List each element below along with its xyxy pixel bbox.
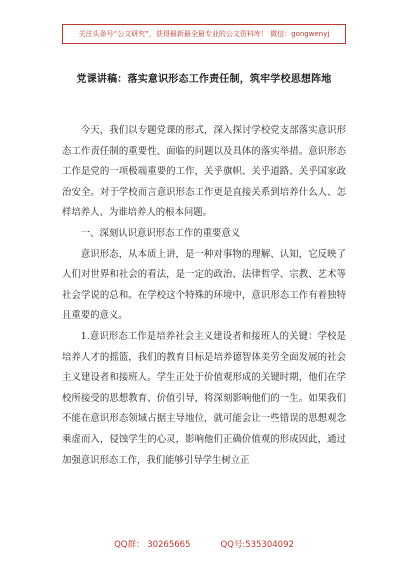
footer-contact: [0, 538, 408, 550]
document-body: [62, 121, 346, 471]
qq-group-number: QQ群： 30265665: [114, 540, 191, 550]
header-banner: 关注头条号“公文研究”，获得最新最全最专业的公文资料库！ 微信：gongwenyj: [62, 24, 346, 44]
body-paragraph: 1.意识形态工作是培养社会主义建设者和接班人的关键：学校是培养人才的摇篮，我们的教育目标是培养德智体美劳全面发展的社会主义建设者和接班人。学生正处于价值观形成的关键时期，他们在学校所接受的思想教育、价值引导，将深刻影响他们的一生。如果我们不能在意识形态领域占据主导地位，就可能会让一些错误的思想观念乘虚而入，侵蚀学生的心灵，影响他们正确价值观的形成因此，通过加强意识形态工作，我们能够引导学生树立正: [62, 330, 346, 466]
document-title: 党课讲稿：落实意识形态工作责任制，筑牢学校思想阵地: [76, 74, 332, 85]
section-heading: 一、深刻认识意识形态工作的重要意义: [80, 227, 241, 239]
body-paragraph: 意识形态，从本质上讲，是一种对事物的理解、认知，它反映了人们对世界和社会的看法，是一定的政治、法律哲学、宗教、艺术等社会学说的总和。在学校这个特殊的环境中，意识形态工作有着独特且重要的意义。: [62, 248, 346, 322]
qq-number: QQ号:535304092: [220, 540, 294, 550]
intro-paragraph: 今天，我们以专题党课的形式，深入探讨学校党支部落实意识形态工作责任制的重要性、面临的问题以及具体的落实举措。意识形态工作是党的一项极端重要的工作，关乎旗帜、关乎道路、关乎国家政治安全。对于学校而言意识形态工作更是直接关系到培养什么人、怎样培养人、为谁培养人的根本问题。: [62, 125, 346, 219]
